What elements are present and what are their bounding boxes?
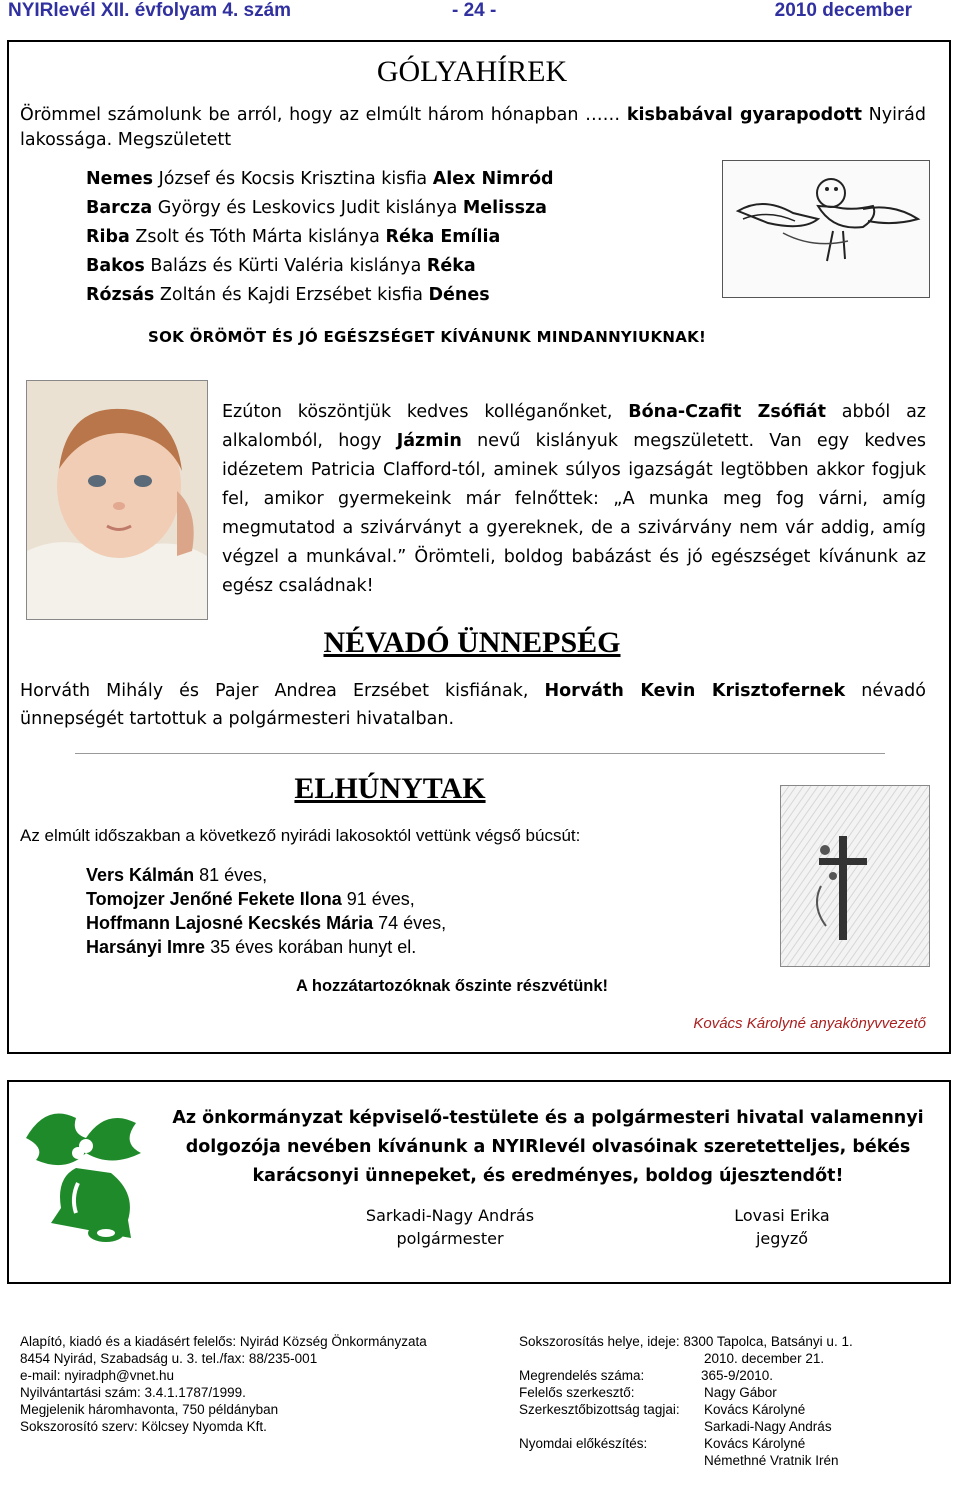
baby-name: Jázmin [396,431,462,451]
footer-board-member: Kovács Károlyné [704,1402,806,1417]
header-issue: NYIRlevél XII. évfolyam 4. szám [8,0,292,21]
footer-editor-value: Nagy Gábor [704,1385,777,1400]
intro-bold: kisbabával gyarapodott [626,105,862,125]
birth-entry: Rózsás Zoltán és Kajdi Erzsébet kisfia Dénes [86,285,490,305]
registrar-signature: Kovács Károlyné anyakönyvvezető [693,1015,926,1032]
nevado-title: NÉVADÓ ÜNNEPSÉG [323,626,621,659]
birth-entry: Bakos Balázs és Kürti Valéria kislánya Réka [86,256,476,276]
cross-image [780,785,930,967]
section-divider [75,753,885,754]
birth-entry: Nemes József és Kocsis Krisztina kisfia Alex Nimród [86,169,554,189]
footer-editor-label: Felelős szerkesztő: [519,1385,635,1400]
footer-line: Megjelenik háromhavonta, 750 példányban [20,1402,279,1417]
christmas-bell-image [16,1098,156,1248]
footer-prepress-label: Nyomdai előkészítés: [519,1436,648,1451]
footer-line: e-mail: nyiradph@vnet.hu [20,1368,175,1383]
footer-prepress-member: Kovács Károlyné [704,1436,806,1451]
footer-line: Alapító, kiadó és a kiadásért felelős: Nyirád Község Önkormányzata [20,1334,427,1349]
deceased-entry: Harsányi Imre 35 éves korában hunyt el. [86,937,417,957]
golyahirek-intro [20,103,926,153]
signer-mayor [340,1204,560,1250]
footer-prepress-member: Némethné Vratnik Irén [704,1453,839,1468]
notary-role: jegyző [755,1229,809,1248]
footer-line: Nyilvántartási szám: 3.4.1.1787/1999. [20,1385,246,1400]
footer-imprint-right [519,1333,949,1473]
footer-line: Sokszorosító szerv: Kölcsey Nyomda Kft. [20,1419,267,1434]
mayor-role: polgármester [396,1229,504,1248]
intro-text: Örömmel számolunk be arról, hogy az elmúlt három hónapban …… [20,105,621,125]
condolence: A hozzátartozóknak őszinte részvétünk! [296,977,609,995]
stork-icon [723,161,929,297]
birth-entry: Riba Zsolt és Tóth Márta kislánya Réka Emília [86,227,501,247]
intro-text-end: Nyirád lakossága. Megszületett [20,105,926,150]
deceased-entry: Hoffmann Lajosné Kecskés Mária 74 éves, [86,913,447,933]
baby-photo-image [27,381,207,619]
elhunytak-title: ELHÚNYTAK [294,772,486,805]
births-list [86,169,686,314]
header-page-number: - 24 - [452,0,497,21]
greeting-text: Az önkormányzat képviselő-testülete és a polgármesteri hivatal valamennyi dolgozója nevében kívánunk a NYIRlevél olvasóinak szeretetteljes, békés karácsonyi ünnepeket, és eredményes, boldog újesztendőt! [172,1108,924,1186]
bell-icon [16,1098,156,1248]
child-name: Horváth Kevin Krisztofernek [544,681,846,701]
baby-photo [26,380,208,620]
footer-order-value: 365-9/2010. [701,1368,774,1383]
footer-print-place: Sokszorosítás helye, ideje: 8300 Tapolca, Batsányi u. 1. [519,1334,853,1349]
congrats-paragraph: Ezúton köszöntjük kedves kolléganőnket, Bóna-Czafit Zsófiát abból az alkalomból, hogy Jázmin nevű kislányuk megszületett. Van egy kedves idézetem Patricia Clafford-tól, aminek súlyos igazságát legtöbben akkor fogjuk fel, amikor gyermekeink már felnőttek: „A munka meg fog várni, amíg megmutatod a szivárványt a gyereknek, de a szivárvány nem vár addig, amíg végzel a munkával.” Örömteli, boldog babázást és jó egészséget kívánunk az egész családnak! [222,402,926,596]
nevado-paragraph: Horváth Mihály és Pajer Andrea Erzsébet kisfiának, Horváth Kevin Krisztofernek névadó ünnepségét tartottuk a polgármesteri hivatalban. [20,681,926,729]
elhunytak-intro: Az elmúlt időszakban a következő nyirádi lakosoktól vettünk végső búcsút: [20,826,581,845]
cross-icon [781,786,929,966]
footer-board-label: Szerkesztőbizottság tagjai: [519,1402,680,1417]
header-date: 2010 december [774,0,912,21]
signer-notary [692,1204,872,1250]
mayor-name: Sarkadi-Nagy András [365,1206,535,1225]
deceased-list [86,865,686,961]
golyahirek-title: GÓLYAHÍREK [376,55,568,88]
birth-entry: Barcza György és Leskovics Judit kislánya Melissza [86,198,547,218]
colleague-name: Bóna-Czafit Zsófiát [628,402,826,422]
notary-name: Lovasi Erika [734,1206,830,1225]
births-wish: SOK ÖRÖMÖT ÉS JÓ EGÉSZSÉGET KÍVÁNUNK MINDANNYIUKNAK! [148,328,707,346]
footer-board-member: Sarkadi-Nagy András [704,1419,832,1434]
page-header [0,0,960,28]
footer-print-date: 2010. december 21. [704,1351,825,1366]
deceased-entry: Tomojzer Jenőné Fekete Ilona 91 éves, [86,889,415,909]
footer-imprint-left [20,1333,510,1435]
deceased-entry: Vers Kálmán 81 éves, [86,865,268,885]
stork-image [722,160,930,298]
footer-order-label: Megrendelés száma: [519,1368,645,1383]
footer-line: 8454 Nyirád, Szabadság u. 3. tel./fax: 88/235-001 [20,1351,318,1366]
